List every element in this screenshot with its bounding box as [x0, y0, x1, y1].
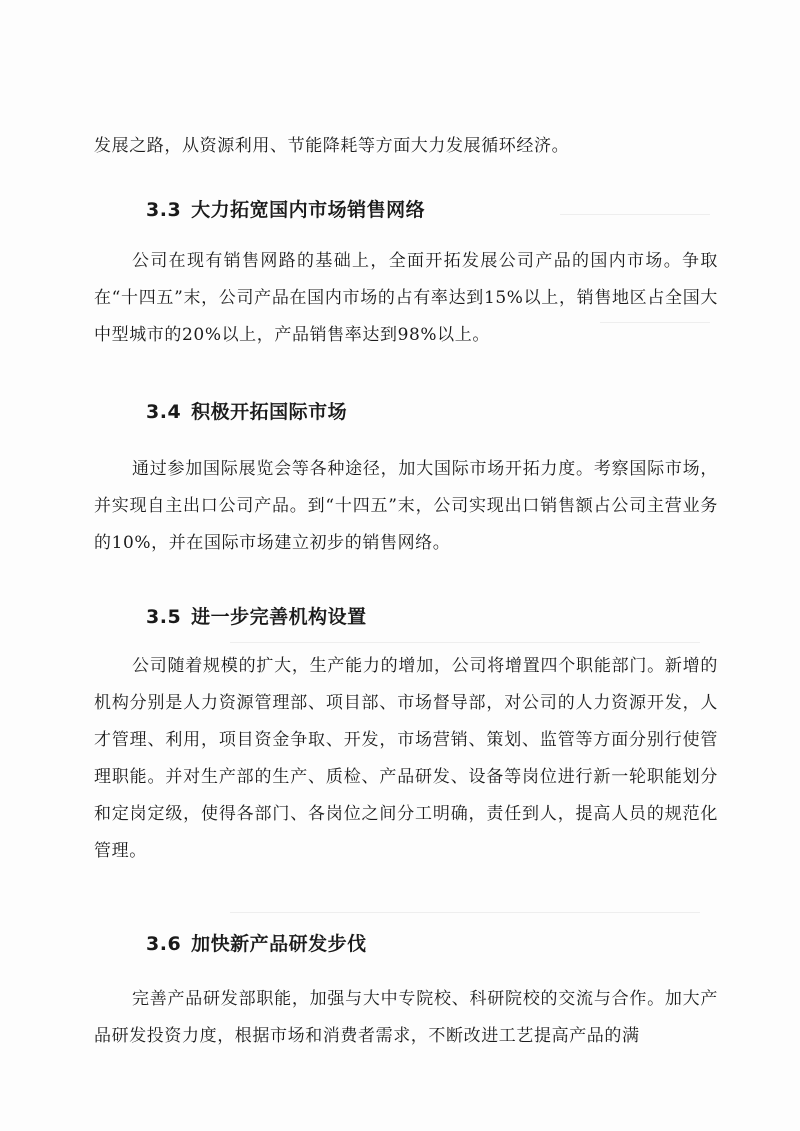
section-number: 3.6 [146, 933, 182, 955]
section-title: 大力拓宽国内市场销售网络 [191, 199, 426, 221]
paragraph-product-rd [94, 981, 718, 1055]
paragraph-domestic-market [94, 243, 718, 354]
section-number: 3.3 [146, 199, 182, 221]
paragraph-text: 发展之路，从资源利用、节能降耗等方面大力发展循环经济。 [94, 136, 570, 156]
paragraph-text: 公司随着规模的扩大，生产能力的增加，公司将增置四个职能部门。新增的机构分别是人力资源管理部、项目部、市场督导部，对公司的人力资源开发，人才管理、利用，项目资金争取、开发，市场营销、策划、监管等方面分别行使管理职能。并对生产部的生产、质检、产品研发、设备等岗位进行新一轮职能划分和定岗定级，使得各部门、各岗位之间分工明确，责任到人，提高人员的规范化管理。 [94, 656, 718, 861]
section-title: 进一步完善机构设置 [191, 606, 367, 628]
paragraph-text: 完善产品研发部职能，加强与大中专院校、科研院校的交流与合作。加大产品研发投资力度，根据市场和消费者需求，不断改进工艺提高产品的满 [94, 989, 718, 1046]
section-title: 加快新产品研发步伐 [191, 933, 367, 955]
paragraph-continuation [94, 128, 718, 165]
section-title: 积极开拓国际市场 [191, 401, 348, 423]
section-heading-3-6 [146, 932, 367, 956]
section-number: 3.5 [146, 606, 182, 628]
section-heading-3-3 [146, 198, 425, 222]
paragraph-text: 公司在现有销售网路的基础上，全面开拓发展公司产品的国内市场。争取在“十四五”末，公司产品在国内市场的占有率达到15%以上，销售地区占全国大中型城市的20%以上，产品销售率达到98%以上。 [94, 251, 718, 345]
scan-artifact [560, 214, 710, 215]
scan-artifact [230, 912, 700, 913]
paragraph-organization [94, 648, 718, 870]
section-heading-3-4 [146, 400, 347, 424]
scan-artifact [230, 642, 700, 643]
paragraph-international-market [94, 451, 718, 562]
section-heading-3-5 [146, 605, 367, 629]
section-number: 3.4 [146, 401, 182, 423]
paragraph-text: 通过参加国际展览会等各种途径，加大国际市场开拓力度。考察国际市场，并实现自主出口公司产品。到“十四五”末，公司实现出口销售额占公司主营业务的10%，并在国际市场建立初步的销售网络。 [94, 459, 718, 553]
